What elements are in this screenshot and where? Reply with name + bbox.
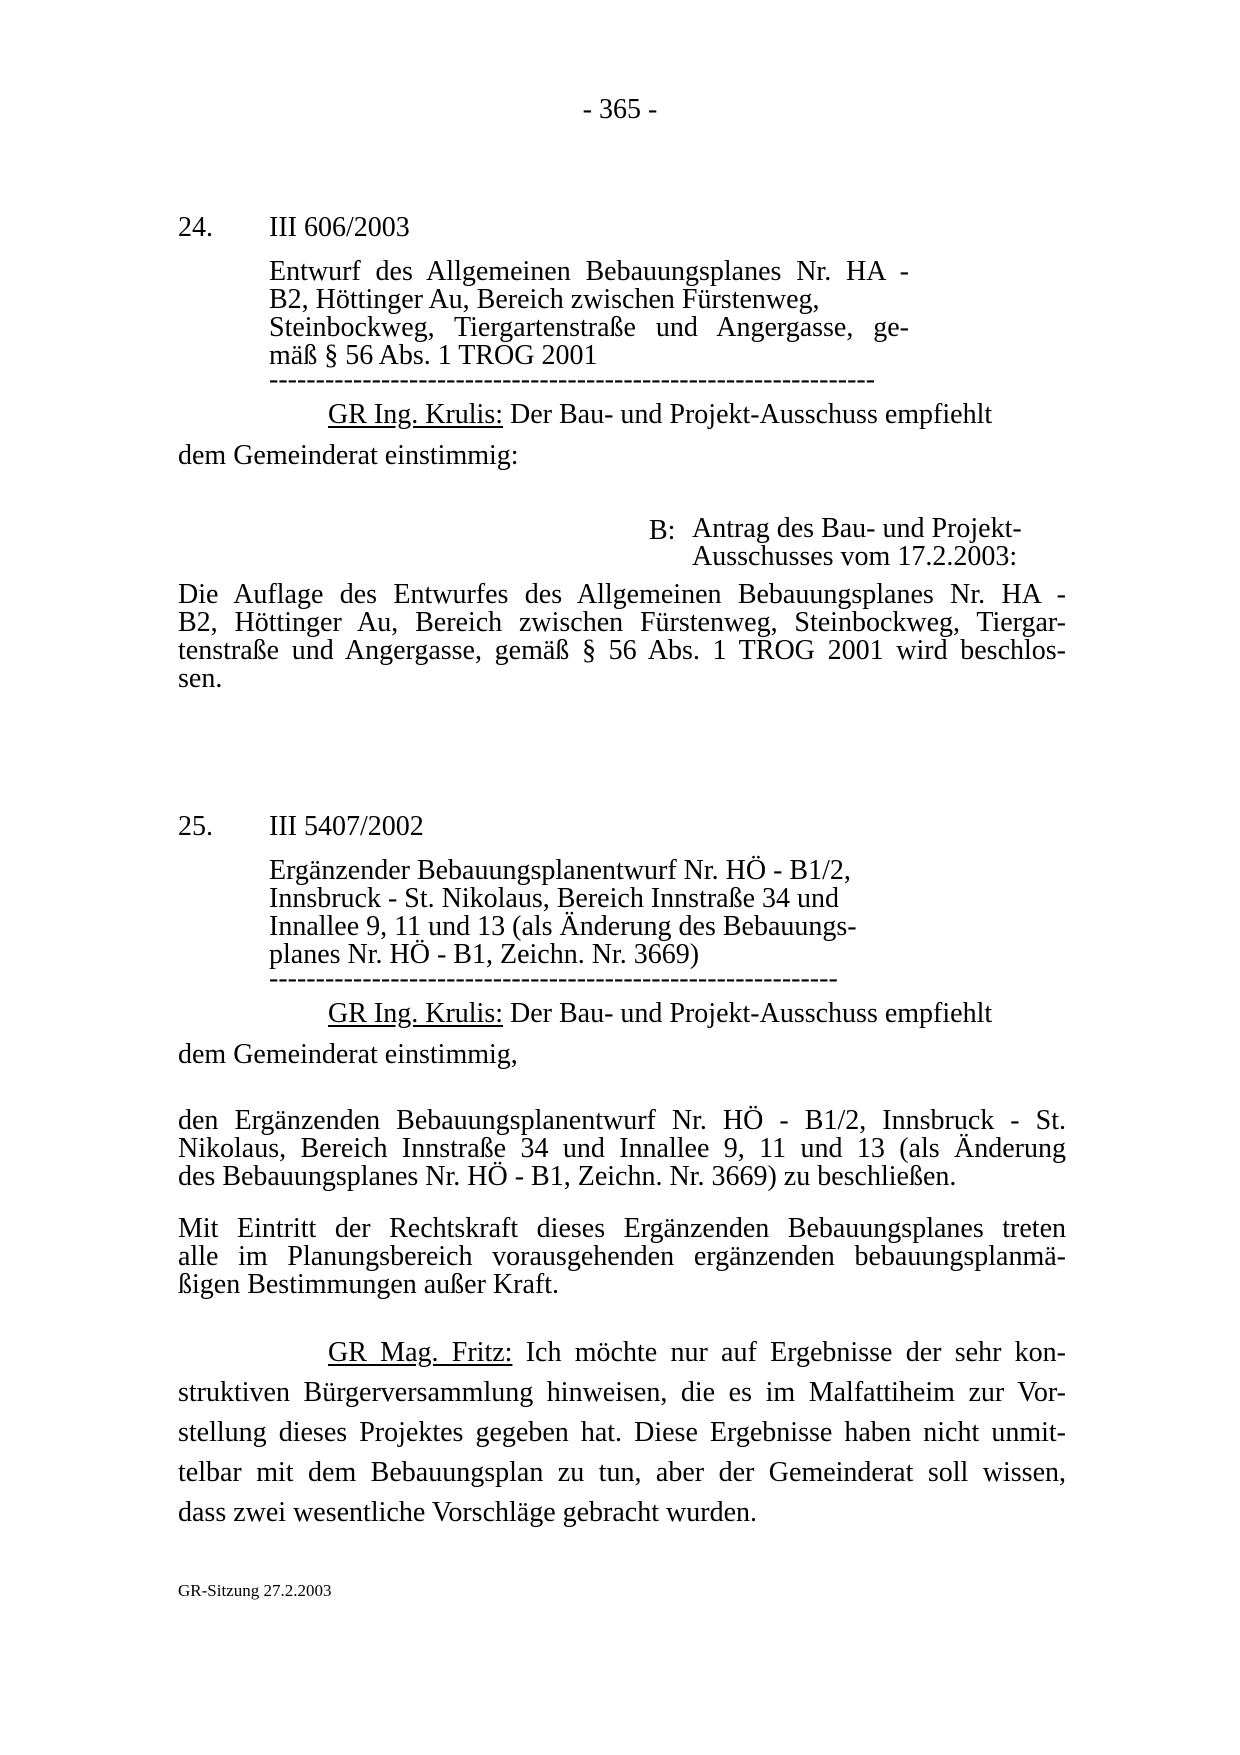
- item-25-title: [269, 857, 889, 969]
- item-24-title: [269, 258, 909, 370]
- item-24-title-line: Entwurf des Allgemeinen Bebauungsplanes Nr. HA -: [269, 256, 909, 287]
- resolution-line: des Bebauungsplanes Nr. HÖ - B1, Zeichn. Nr. 3669) zu beschließen.: [178, 1161, 957, 1192]
- note-line: Mit Eintritt der Rechtskraft dieses Ergänzenden Bebauungsplanes treten: [178, 1213, 1066, 1244]
- resolution-line: Nikolaus, Bereich Innstraße 34 und Innallee 9, 11 und 13 (als Änderung: [178, 1133, 1066, 1164]
- speech-line: stellung dieses Projektes gegeben hat. Diese Ergebnisse haben nicht unmit-: [178, 1417, 1066, 1448]
- speech-line: telbar mit dem Bebauungsplan zu tun, aber der Gemeinderat soll wissen,: [178, 1457, 1066, 1488]
- item-25-separator: -------------------------------------------------------------: [269, 963, 838, 994]
- item-25-reference: III 5407/2002: [269, 811, 424, 842]
- item-25-title-line: Ergänzender Bebauungsplanentwurf Nr. HÖ - B1/2,: [269, 855, 851, 886]
- speaker-name: GR Ing. Krulis:: [328, 998, 503, 1029]
- speaker-text: Der Bau- und Projekt-Ausschuss empfiehlt: [503, 399, 993, 430]
- note-line: alle im Planungsbereich vorausgehenden ergänzenden bebauungsplanmä-: [178, 1241, 1066, 1272]
- speaker-name: GR Mag. Fritz:: [328, 1337, 513, 1368]
- item-24-speaker-cont: dem Gemeinderat einstimmig:: [178, 440, 519, 471]
- footer: GR-Sitzung 27.2.2003: [178, 1581, 332, 1600]
- item-24-title-line: mäß § 56 Abs. 1 TROG 2001: [269, 340, 598, 371]
- motion-line: Antrag des Bau- und Projekt-: [692, 513, 1022, 544]
- item-25-note: [178, 1215, 1066, 1299]
- item-24-number: 24.: [178, 212, 213, 243]
- item-24-motion: [692, 515, 1022, 571]
- speech: [178, 1333, 1066, 1533]
- item-25-speaker-line: [328, 998, 992, 1030]
- item-24-separator: -----------------------------------------------------------------: [269, 364, 876, 395]
- page-number: - 365 -: [582, 94, 658, 125]
- resolution-line: tenstraße und Angergasse, gemäß § 56 Abs. 1 TROG 2001 wird beschlos-: [178, 635, 1066, 666]
- item-25-title-line: Innallee 9, 11 und 13 (als Änderung des Bebauungs-: [269, 911, 857, 942]
- resolution-line: Die Auflage des Entwurfes des Allgemeinen Bebauungsplanes Nr. HA -: [178, 579, 1066, 610]
- item-24-resolution: [178, 581, 1066, 693]
- item-25-title-line: Innsbruck - St. Nikolaus, Bereich Innstraße 34 und: [269, 883, 839, 914]
- item-24-speaker-line: [328, 399, 992, 431]
- motion-line: Ausschusses vom 17.2.2003:: [692, 541, 1018, 572]
- speaker-name: GR Ing. Krulis:: [328, 399, 503, 430]
- speech-line: dass zwei wesentliche Vorschläge gebracht wurden.: [178, 1497, 757, 1528]
- note-line: ßigen Bestimmungen außer Kraft.: [178, 1269, 560, 1300]
- item-25-speaker-cont: dem Gemeinderat einstimmig,: [178, 1039, 518, 1070]
- resolution-line: B2, Höttinger Au, Bereich zwischen Fürstenweg, Steinbockweg, Tiergar-: [178, 607, 1066, 638]
- item-24-title-line: Steinbockweg, Tiergartenstraße und Angergasse, ge-: [269, 312, 909, 343]
- resolution-line: sen.: [178, 663, 223, 694]
- item-25-title-line: planes Nr. HÖ - B1, Zeichn. Nr. 3669): [269, 939, 700, 970]
- speech-first-line: [178, 1333, 1066, 1373]
- item-24-motion-label: B:: [649, 515, 676, 546]
- item-25-resolution: [178, 1107, 1066, 1191]
- item-25-number: 25.: [178, 811, 213, 842]
- speech-line: struktiven Bürgerversammlung hinweisen, die es im Malfattiheim zur Vor-: [178, 1377, 1066, 1408]
- item-24-title-line: B2, Höttinger Au, Bereich zwischen Fürstenweg,: [269, 284, 820, 315]
- item-24-reference: III 606/2003: [269, 212, 410, 243]
- resolution-line: den Ergänzenden Bebauungsplanentwurf Nr. HÖ - B1/2, Innsbruck - St.: [178, 1105, 1066, 1136]
- speaker-text: Der Bau- und Projekt-Ausschuss empfiehlt: [503, 998, 993, 1029]
- speaker-text: Ich möchte nur auf Ergebnisse der sehr kon-: [512, 1337, 1066, 1368]
